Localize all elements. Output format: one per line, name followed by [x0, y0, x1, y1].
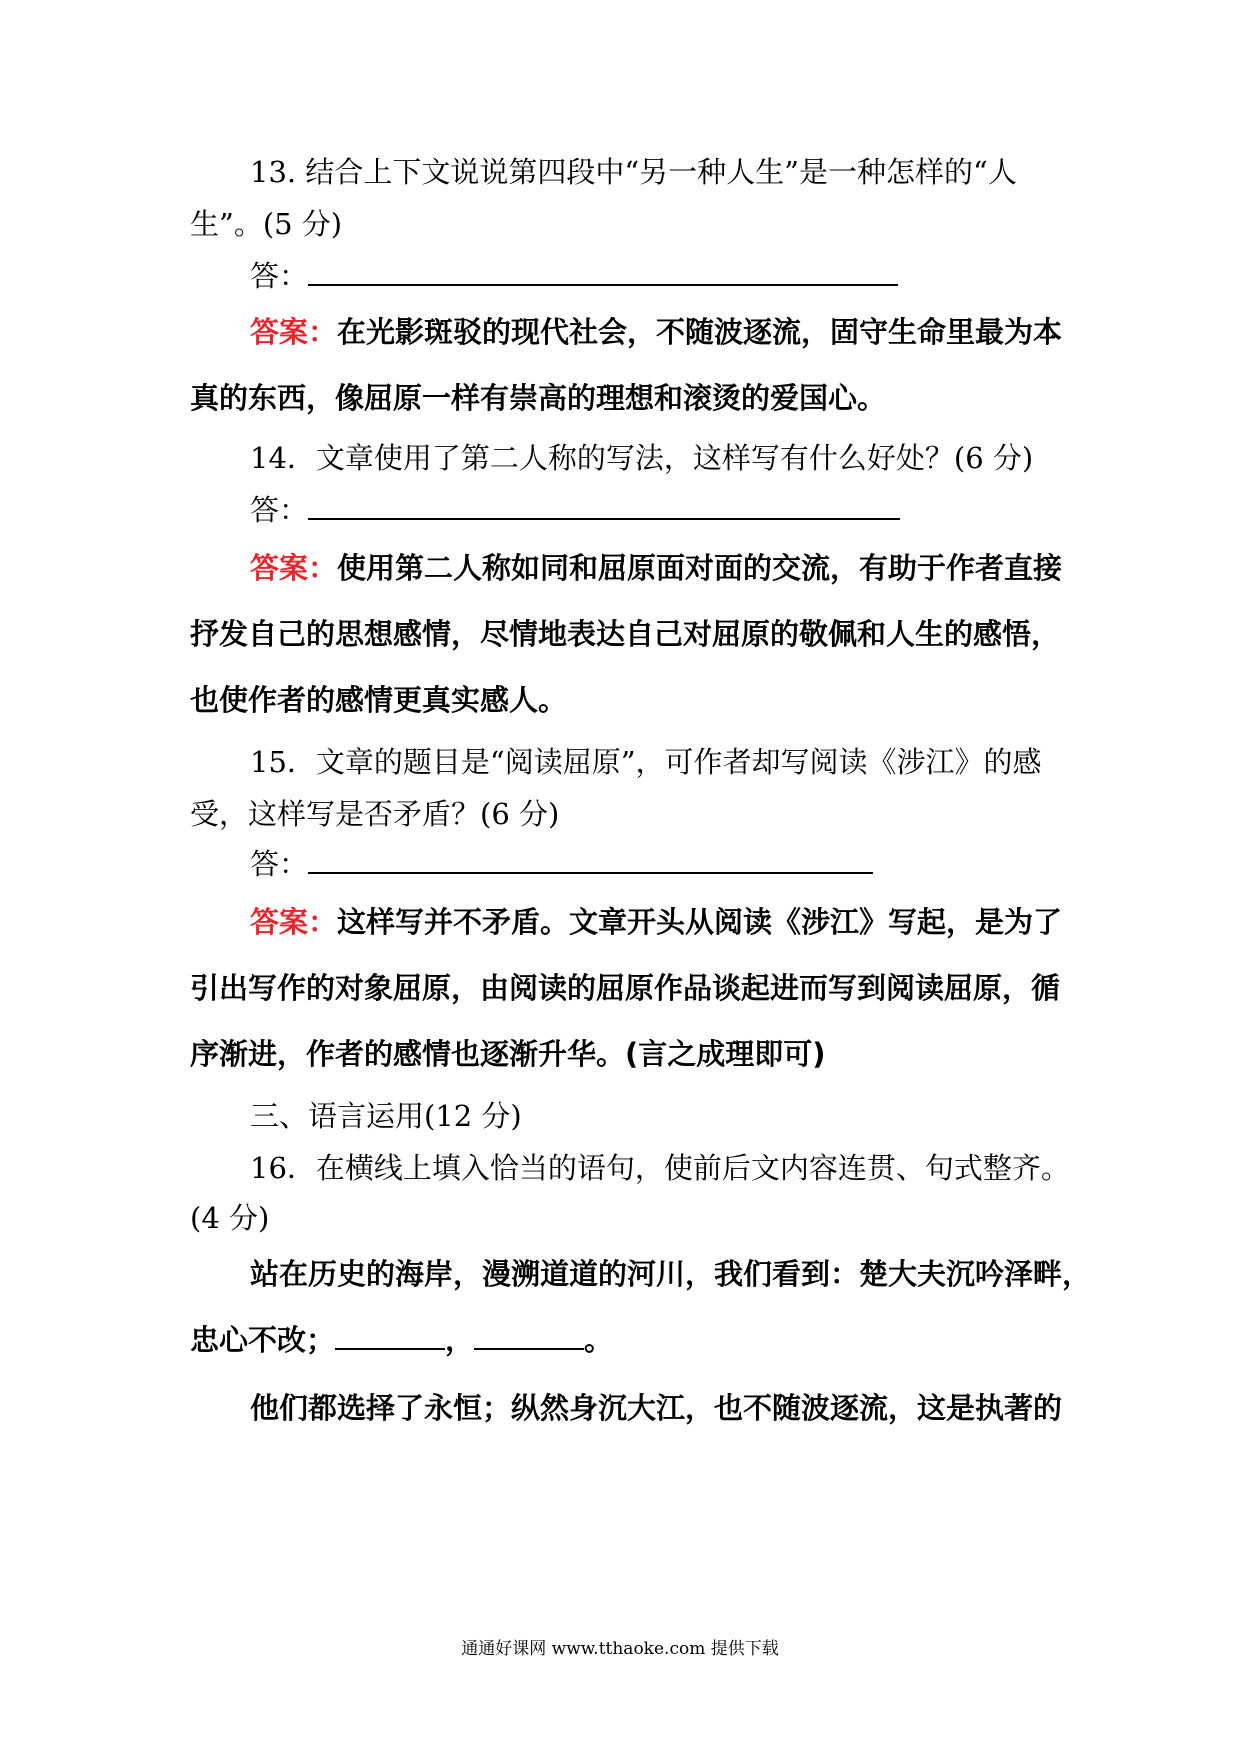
q13-answer-text1: 在光影斑驳的现代社会，不随波逐流，固守生命里最为本: [337, 315, 1063, 349]
q16-passage-start: 忠心不改；: [190, 1323, 336, 1357]
q15-answer-label: 答案：: [250, 905, 338, 939]
footer-text: 通通好课网 www.tthaoke.com 提供下载: [461, 1639, 779, 1659]
q14-answer-blank[interactable]: [308, 496, 900, 520]
q13-answer-label: 答案：: [250, 315, 338, 349]
q13-answer-text2: 真的东西，像屈原一样有崇高的理想和滚烫的爱国心。: [190, 381, 887, 415]
q16-blank-2[interactable]: [474, 1326, 584, 1350]
q16-line2: (4 分): [190, 1201, 270, 1235]
q15-answer: [250, 900, 1063, 941]
q15-answer-prompt: 答：: [250, 847, 309, 881]
q14-answer-text2: 抒发自己的思想感情，尽情地表达自己对屈原的敬佩和人生的感悟，: [190, 617, 1061, 651]
q15-answer-text3: 序渐进，作者的感情也逐渐升华。(言之成理即可): [190, 1037, 826, 1071]
q14-answer-label: 答案：: [250, 551, 338, 585]
q16-passage-line2: [190, 1318, 1060, 1359]
q15-answer-text2: 引出写作的对象屈原，由阅读的屈原作品谈起进而写到阅读屈原，循: [190, 971, 1061, 1005]
q13-line1: 13. 结合上下文说说第四段中“另一种人生”是一种怎样的“人: [250, 155, 1017, 189]
q13-answer-blank[interactable]: [308, 262, 898, 286]
q14-answer: [250, 546, 1063, 587]
q16-passage-end: 。: [584, 1323, 614, 1357]
q14-answer-text1: 使用第二人称如同和屈原面对面的交流，有助于作者直接: [337, 551, 1063, 585]
q15-answer-text1: 这样写并不矛盾。文章开头从阅读《涉江》写起，是为了: [337, 905, 1063, 939]
q14-answer-prompt: 答：: [250, 493, 309, 527]
q14-answer-text3: 也使作者的感情更真实感人。: [190, 683, 568, 717]
q15-answer-blank[interactable]: [308, 850, 873, 874]
q16-passage-line1: 站在历史的海岸，漫溯道道的河川，我们看到：楚大夫沉吟泽畔，: [250, 1257, 1092, 1291]
q13-answer-prompt: 答：: [250, 259, 309, 293]
q16-line1: 16．在横线上填入恰当的语句，使前后文内容连贯、句式整齐。: [250, 1151, 1070, 1185]
q13-line2: 生”。(5 分): [190, 207, 343, 241]
q14-line1: 14．文章使用了第二人称的写法，这样写有什么好处？(6 分): [250, 441, 1034, 475]
q13-answer-line: [250, 254, 1060, 295]
q14-answer-line: [250, 488, 1060, 529]
q13-answer: [250, 310, 1063, 351]
q15-answer-line: [250, 842, 1060, 883]
q16-passage-sep: ，: [445, 1323, 475, 1357]
q15-line1: 15．文章的题目是“阅读屈原”，可作者却写阅读《涉江》的感: [250, 745, 1042, 779]
q16-blank-1[interactable]: [335, 1326, 445, 1350]
section3-title: 三、语言运用(12 分): [250, 1099, 522, 1133]
q15-line2: 受，这样写是否矛盾？(6 分): [190, 797, 560, 831]
q16-passage-line3: 他们都选择了永恒；纵然身沉大江，也不随波逐流，这是执著的: [250, 1391, 1063, 1425]
